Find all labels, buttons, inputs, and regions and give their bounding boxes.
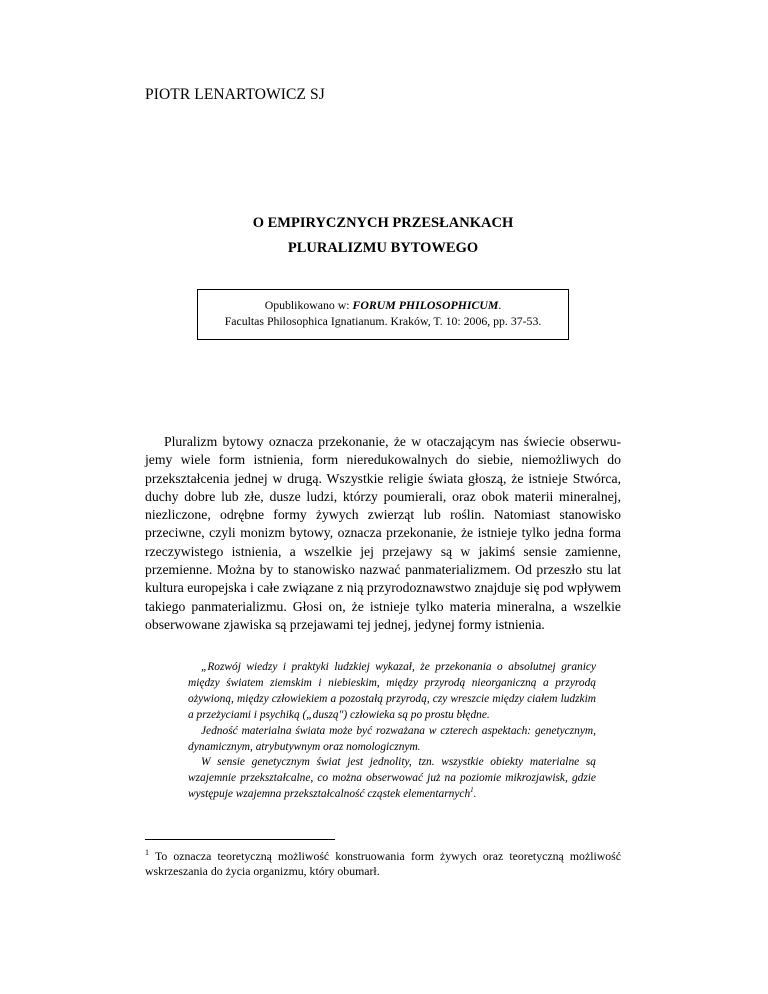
publication-box [197, 289, 569, 340]
block-quote [188, 660, 596, 803]
publication-line-1 [198, 298, 568, 314]
footnote [145, 845, 621, 879]
journal-suffix: . [498, 298, 502, 312]
footnote-number: 1 [145, 848, 149, 857]
title-line-1: O EMPIRYCZNYCH PRZESŁANKACH [252, 215, 514, 231]
publication-prefix: Opublikowano w: [264, 298, 353, 312]
publication-details: Facultas Philosophica Ignatianum. Kraków, T. 10: 2006, pp. 37-53. [224, 313, 542, 328]
author-name: PIOTR LENARTOWICZ SJ [145, 86, 325, 103]
footnote-reference: 1 [470, 786, 474, 795]
quote-paragraph-2: Jedność materialna świata może być rozważana w czterech aspektach: genetycznym, dynamicznym, atrybutywnym oraz nomologicznym. [188, 724, 596, 753]
quote-paragraph-1: „Rozwój wiedzy i praktyki ludzkiej wykazał, że przekonania o absolutnej granicy między światem ziemskim i niebieskim, między przyrodą nieorganiczną a przyrodą ożywioną, między człowiekiem a pozostałą przyrodą, czy wreszcie między ciałem ludzkim a przeżyciami i psychiką („duszą") człowieka są po prostu błędne. [188, 661, 596, 721]
title-line-2: PLURALIZMU BYTOWEGO [287, 240, 479, 256]
article-title [145, 211, 621, 261]
body-paragraph: Pluralizm bytowy oznacza przekonanie, że w otaczającym nas świecie obserwujemy wiele form istnienia, form nieredukowalnych do siebie, niemożliwych do przekształcenia jednej w drugą. Wszystkie religie świata głoszą, że istnieje Stwórca, duchy dobre lub złe, dusze ludzi, którzy poumierali, oraz obok materii mineralnej, niezliczone, odrębne formy żywych zwierząt lub roślin. Natomiast stanowisko przeciwne, czyli monizm bytowy, oznacza przekonanie, że istnieje tylko jedna forma rzeczywistego istnienia, a wszelkie jej przejawy są w jakimś sensie zamienne, przemienne. Można by to stanowisko nazwać panmaterializmem. Od przeszło stu lat kultura europejska i całe związane z nią przyrodoznawstwo znajduje się pod wpływem takiego panmaterializmu. Głosi on, że istnieje tylko materia mineralna, a wszelkie obserwowane zjawiska są przejawami tej jednej, jedynej formy istnienia. [145, 434, 621, 632]
quote-paragraph-3-end: . [473, 788, 477, 801]
footnote-text: To oznacza teoretyczną możliwość konstruowania form żywych oraz teoretyczną możliwość wskrzeszania do życia organizmu, który obumarł. [145, 849, 621, 879]
quote-paragraph-3 [188, 755, 596, 803]
journal-name: FORUM PHILOSOPHICUM [352, 298, 499, 312]
footnote-divider [145, 839, 335, 840]
quote-paragraph-3-text: W sensie genetycznym świat jest jednolity, tzn. wszystkie obiekty materialne są wzajemnie przekształcalne, co można obserwować już na poziomie mikrozjawisk, gdzie występuje wzajemna przekształcalność cząstek elementarnych [188, 756, 596, 801]
